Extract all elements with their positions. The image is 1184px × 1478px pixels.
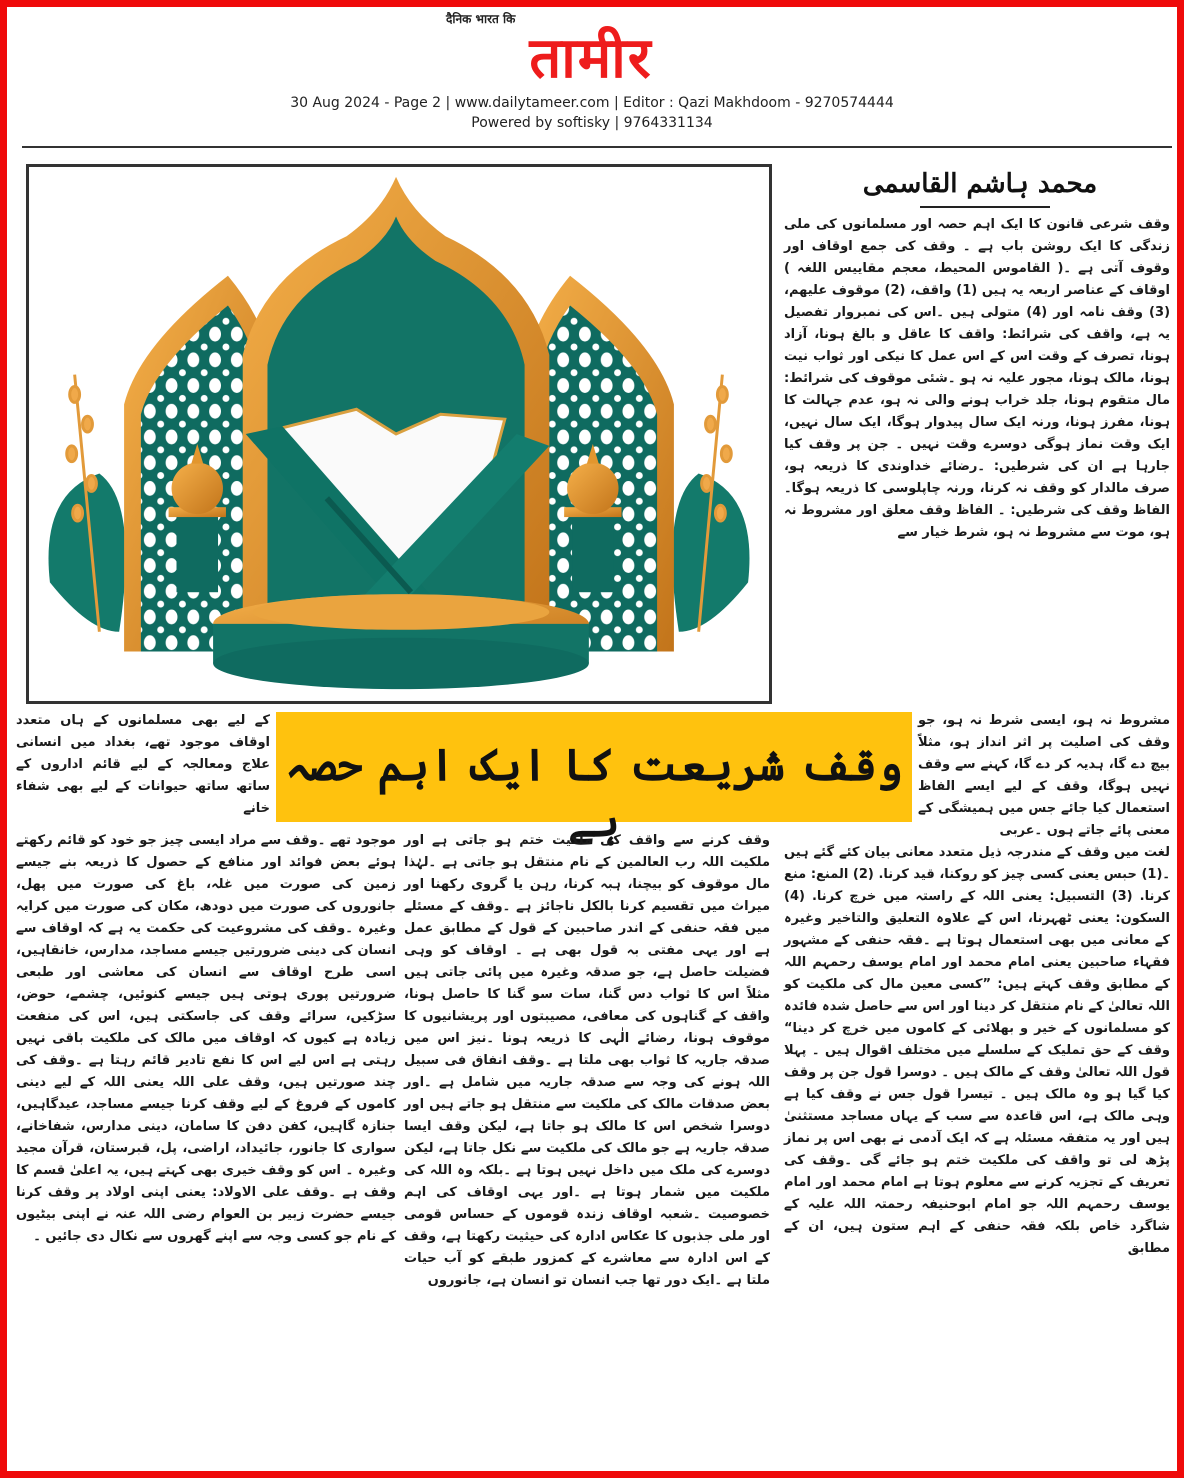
article-paragraph: لغت میں وقف کے مندرجہ ذیل متعدد معانی بیان کئے گئے ہیں ۔(1) حبس یعنی کسی چیز کو روکنا، قید کرنا. (2) المنع: منع کرنا. (3) التسبیل: یعنی اللہ کے راستہ میں خرچ کرنا. (4) السکون: یعنی ٹھہرنا، اس کے علاوہ التعلیق والتاخیر وغیرہ کے معانی میں بھی استعمال ہوتا ہے ۔فقہ حنفی کے مشہور فقہاء صاحبین یعنی امام محمد اور امام یوسف رحمہم اللہ کے مطابق وقف کہتے ہیں: ”کسی معین مال کی ملکیت کو اللہ تعالیٰ کے نام منتقل کر دینا اور اس سے حاصل شدہ فائدہ کو مسلمانوں کے خیر و بھلائی کے کاموں میں خرچ کر دینا“ وقف کے حق تملیک کے سلسلے میں مختلف اقوال ہیں ۔ پہلا قول اللہ تعالیٰ وقف کے مالک ہیں ۔ دوسرا قول جن پر وقف کیا گیا ہو وہ مالک ہیں ۔ تیسرا قول جس نے وقف کیا ہے وہی مالک ہے، اس قاعدہ سے سب کے یہاں مساجد مستثنیٰ ہیں اور یہ متفقہ مسئلہ ہے کہ ایک آدمی نے بھی اس پر نماز پڑھ لی تو واقف کی ملکیت ختم ہو جائے گی ۔وقف کی تعریف کے تجزیہ کرنے سے معلوم ہوتا ہے امام محمد اور امام یوسف رحمہم اللہ جو امام ابوحنیفہ رحمتہ اللہ علیہ کے شاگرد خاص بلکہ فقہ حنفی کے اہم ستون ہیں، ان کے مطابق	[784, 845, 1171, 1256]
article-paragraph: وقف کرنے سے واقف کی ملکیت ختم ہو جاتی ہے اور ملکیت اللہ رب العالمین کے نام منتقل ہو جاتی ہے ۔لہٰذا مال موقوف کو بیچنا، ہبہ کرنا، رہن یا گروی رکھنا اور میراث میں تقسیم کرنا بالکل ناجائز ہے ۔وقف کے مسئلے میں فقہ حنفی کے اندر صاحبین کے قول کے مطابق عمل ہے اور یہی مفتی بہ قول بھی ہے ۔ اوقاف کو وہی فضیلت حاصل ہے، جو صدقہ وغیرہ میں پائی جاتی ہیں مثلاً اس کا ثواب دس گنا، سات سو گنا کا حاصل ہونا، واقف کے گناہوں کی معافی، مصیبتوں اور پریشانیوں کا موقوف ہونا، رضائے الٰہی کا ذریعہ ہونا ۔نیز اس میں صدقہ جاریہ کا ثواب بھی ملتا ہے ۔وقف انفاق فی سبیل اللہ ہونے کی وجہ سے صدقہ جاریہ میں شامل ہے ۔اور بعض صدقات مالک کی ملکیت سے منتقل ہو جاتے ہیں اور دوسرا شخص اس کا مالک ہو جاتا ہے، لیکن وقف ایسا صدقہ جاریہ ہے جو مالک کی ملکیت سے نکل جاتا ہے، لیکن دوسرے کی ملک میں داخل نہیں ہوتا ہے ۔بلکہ وہ اللہ کی ملکیت میں شمار ہوتا ہے ۔اور یہی اوقاف کی اہم خصوصیت ۔شعبہ اوقاف زندہ قوموں کے حساس قومی اور ملی جذبوں کا عکاس ادارہ کی حیثیت رکھتا ہے، وقف کے اس ادارہ سے معاشرے کے کمزور طبقے کو آب حیات ملتا ہے ۔ایک دور تھا جب انسان تو انسان ہے، جانوروں	[404, 833, 770, 1288]
edition-meta-line: 30 Aug 2024 - Page 2 | www.dailytameer.com | Editor : Qazi Makhdoom - 9270574444	[290, 95, 894, 111]
powered-by-line: Powered by softisky | 9764331134	[471, 115, 713, 131]
quran-rehal-mosque-illustration-icon	[29, 167, 769, 701]
article-paragraph: موجود تھے ۔وقف سے مراد ایسی چیز جو خود کو قائم رکھتے ہوئے بعض فوائد اور منافع کے حصول کا ذریعہ بنے جیسے زمین کی صورت میں غلہ، باغ کی صورت میں پھل، جانوروں کی صورت میں دودھ، مکان کی صورت میں کرایہ وغیرہ ۔وقف کی مشروعیت کی حکمت یہ ہے کہ اوقاف سے انسان کی دینی ضرورتیں جیسے مساجد، مدارس، خانقاہیں، اسی طرح اوقاف سے انسان کی معاشی اور طبعی ضرورتیں پوری ہوتی ہیں جیسے کنوئیں، چشمے، حوض، سڑکیں، سرائے وقف کی جاسکتی ہیں، اس کی منفعت زیادہ ہے کیوں کہ اوقاف میں مالک کی ملکیت باقی نہیں رہتی ہے اس لیے اس کا نفع تادیر قائم رہتا ہے ۔وقف کی چند صورتیں ہیں، وقف علی اللہ یعنی اللہ کے لیے دینی کاموں کے فروغ کے لیے وقف کرنا جیسے مساجد، عیدگاہیں، جنازہ گاہیں، کفن دفن کا سامان، دینی مدارس، شفاخانے، سواری کا جانور، جائیداد، اراضی، پل، قبرستان، قرآن مجید وغیرہ ۔ اس کو وقف خیری بھی کہتے ہیں، یہ اعلیٰ قسم کا وقف ہے ۔وقف علی الاولاد: یعنی اپنی اولاد پر وقف کرنا جیسے حضرت زبیر بن العوام رضی اللہ عنہ نے اپنی بیٹیوں کے نام جو کسی وجہ سے اپنے گھروں سے نکال دی جائیں ۔	[16, 833, 396, 1244]
article-paragraph: وقف شرعی قانون کا ایک اہم حصہ اور مسلمانوں کی ملی زندگی کا ایک روشن باب ہے ۔ وقف کی جمع اوقاف اور وقوف آتی ہے ۔( القاموس المحیط، معجم مقاییس اللغہ ) اوقاف کے عناصر اربعہ یہ ہیں (1) واقف، (2) موقوف علیھم، (3) وقف نامہ اور (4) متولی ہیں ۔اس کی نمبروار تفصیل یہ ہے، واقف کی شرائط: واقف کا عاقل و بالغ ہونا، آزاد ہونا، تصرف کے وقت اس کے اس عمل کا نیکی اور ثواب نیت ہونا، مالک ہونا، مجور علیہ نہ ہو ۔شئی موقوف کی شرائط: مال متقوم ہونا، جلد خراب ہونے والی نہ ہو، عدم جہالت کا ہونا، مفرز ہونا، ورنہ ایک سال پیدوار ہوگا، ایک سال نہیں، ایک وقت نماز ہوگی دوسرے وقت نہیں ۔ جن پر وقف کیا جارہا ہے ان کی شرطیں: ۔رضائے خداوندی کا ذریعہ ہو، صرف مالدار کو وقف نہ کرنا، ورنہ چاپلوسی کا ذریعہ ہوگا۔ الفاظ وقف کی شرطیں: ۔ الفاظ وقف معلق اور مشروط نہ ہو، موت سے مشروط نہ ہو، شرط خیار سے	[784, 217, 1171, 540]
masthead-tagline: दैनिक भारत कि	[446, 12, 516, 26]
article-paragraph: کے لیے بھی مسلمانوں کے ہاں متعدد اوقاف موجود تھے، بغداد میں انسانی علاج ومعالجہ کے لیے قائم اداروں کے ساتھ ساتھ حیوانات کے لیے بھی شفاء خانے	[16, 713, 270, 816]
podium-icon	[213, 594, 589, 689]
article-column-left-bottom	[16, 830, 396, 1248]
header-divider	[22, 146, 1172, 148]
headline-banner	[276, 712, 912, 847]
article-column-right-top	[784, 214, 1170, 544]
article-byline: محمد ہاشم القاسمی	[862, 169, 1098, 199]
article-column-right-narrow	[918, 710, 1170, 842]
article-illustration	[26, 164, 772, 704]
article-column-left-top	[16, 710, 270, 820]
newspaper-logo: तामीर	[529, 26, 653, 91]
byline-underline	[920, 206, 1050, 208]
article-column-middle	[404, 830, 770, 1292]
article-headline: وقف شریعت کا ایک اہم حصہ ہے	[285, 740, 903, 847]
article-column-right-bottom	[784, 842, 1170, 1260]
article-paragraph: مشروط نہ ہو، ایسی شرط نہ ہو، جو وقف کی اصلیت پر اثر انداز ہو، مثلاً بیچ دے گا، ہدیہ کر دے گا، کہنے سے وقف نہیں ہوگا، وقف کے لیے ایسے الفاظ استعمال کیا جائے جس میں ہمیشگی کے معنی پائے جاتے ہوں ۔عربی	[918, 713, 1170, 838]
